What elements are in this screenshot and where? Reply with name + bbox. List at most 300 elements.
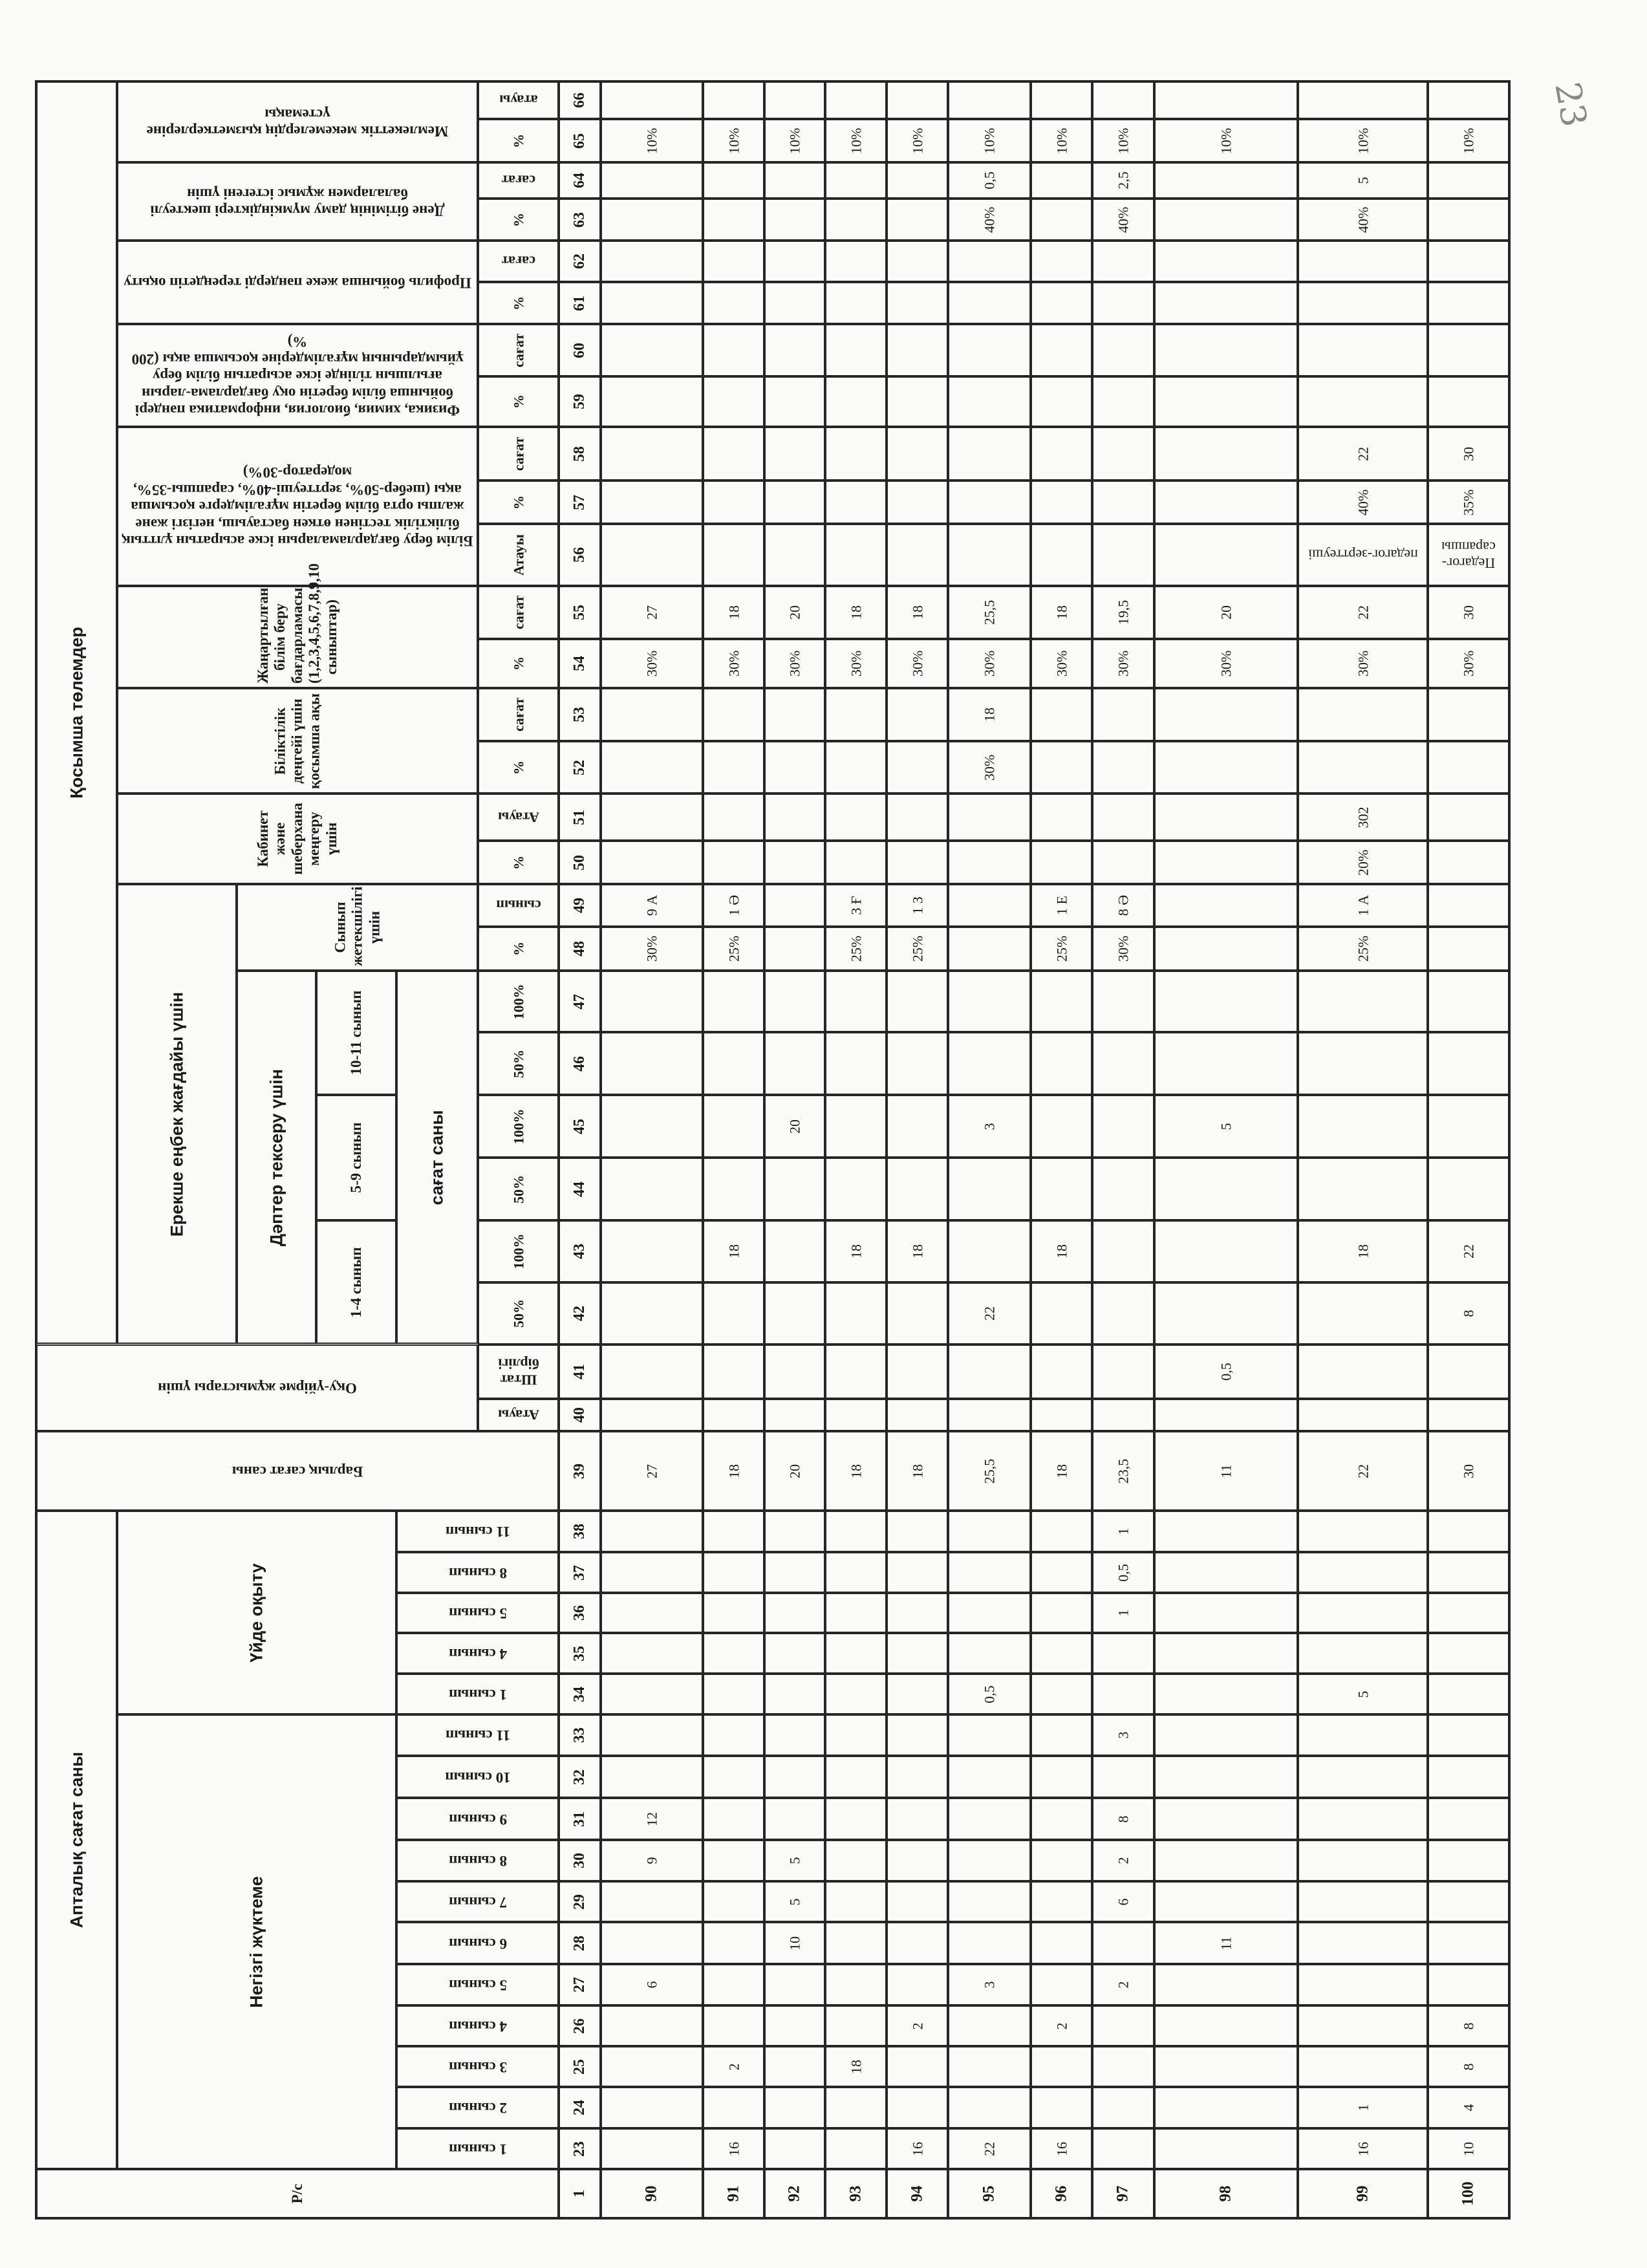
table-cell-col-43 [1428, 1220, 1509, 1282]
class-header-23-text: 1 сынып [448, 2141, 507, 2157]
table-cell-col-64 [601, 162, 703, 199]
table-cell-col-55-text: 18 [1053, 605, 1070, 620]
table-cell-col-48-text: 30% [1115, 935, 1132, 962]
table-cell-col-43-text: 18 [847, 1244, 864, 1258]
table-cell-col-38 [948, 1511, 1031, 1552]
header-dene-text: Дене бітімінің даму мүмкіндіктері шектеулі балалармен жұмыс істегені үшін [150, 185, 445, 219]
row-number-cell-text: 100 [1459, 2181, 1477, 2206]
column-number-24 [559, 2087, 601, 2128]
table-cell-col-35 [1428, 1633, 1509, 1674]
table-cell-col-52 [1154, 741, 1298, 794]
table-cell-col-60 [1031, 324, 1092, 376]
table-cell-col-28 [1092, 1922, 1154, 1964]
column-number-32 [559, 1756, 601, 1798]
table-cell-col-61 [948, 282, 1031, 324]
table-cell-col-29 [764, 1881, 825, 1922]
row-number-cell [825, 2169, 887, 2218]
table-cell-col-29 [887, 1881, 948, 1922]
table-cell-col-39 [601, 1431, 703, 1511]
header-sagat-sany [396, 971, 478, 1344]
table-cell-col-50-text: 20% [1354, 849, 1371, 876]
table-cell-col-42 [825, 1282, 887, 1345]
table-cell-col-34 [703, 1674, 764, 1714]
header-aptalyk-text: Апталық сағат саны [66, 1751, 86, 1928]
table-cell-col-34 [948, 1674, 1031, 1714]
table-cell-col-58-text: 30 [1460, 446, 1477, 461]
table-cell-col-50 [1031, 841, 1092, 884]
table-cell-col-45 [1092, 1095, 1154, 1158]
header-kabinet-text: Кабинет және шеберхана меңгеру үшін [254, 803, 339, 875]
table-cell-col-35 [601, 1633, 703, 1674]
unit-header-43-text: 100% [510, 1233, 526, 1269]
table-cell-col-63 [825, 199, 887, 241]
table-cell-col-55 [1092, 586, 1154, 639]
table-cell-col-44 [1092, 1158, 1154, 1220]
table-cell-col-38 [825, 1511, 887, 1552]
class-header-32-text: 10 сынып [444, 1769, 511, 1786]
header-erekshe-text: Ерекше еңбек жағдайы үшін [166, 991, 186, 1237]
table-cell-col-48 [703, 927, 764, 971]
column-number-41-text: 41 [570, 1364, 588, 1379]
table-cell-col-54-text: 30% [847, 650, 864, 677]
column-number-35-text: 35 [570, 1645, 588, 1661]
table-cell-col-58 [703, 427, 764, 481]
unit-header-54 [478, 639, 559, 688]
unit-header-59 [478, 376, 559, 427]
table-cell-col-32 [825, 1756, 887, 1798]
column-number-54-text: 54 [570, 656, 588, 671]
table-cell-col-58 [1428, 427, 1509, 481]
table-cell-col-55-text: 18 [847, 605, 864, 620]
row-number-cell [1092, 2169, 1154, 2218]
table-cell-col-61 [1092, 282, 1154, 324]
table-cell-col-36 [887, 1593, 948, 1633]
table-cell-col-56-text: педагог-зерттеуші [1308, 546, 1418, 563]
table-cell-col-39 [887, 1431, 948, 1511]
table-cell-col-53 [1428, 688, 1509, 741]
header-negizgi-text: Негізгі жүктеме [246, 1875, 266, 2008]
table-cell-col-39 [1154, 1431, 1298, 1511]
table-cell-col-28 [601, 1922, 703, 1964]
unit-header-62-text: сағат [501, 253, 535, 270]
table-cell-col-52 [764, 741, 825, 794]
table-cell-col-42 [1298, 1282, 1428, 1345]
table-cell-col-61 [1428, 282, 1509, 324]
table-cell-col-31 [703, 1798, 764, 1840]
table-cell-col-58 [1298, 427, 1428, 481]
unit-header-49 [478, 884, 559, 927]
table-cell-col-30 [1428, 1840, 1509, 1881]
table-cell-col-32 [887, 1756, 948, 1798]
row-number-cell [1031, 2169, 1092, 2218]
table-cell-col-26 [948, 2005, 1031, 2046]
column-number-25 [559, 2046, 601, 2087]
table-cell-col-54-text: 30% [1115, 650, 1132, 677]
table-cell-col-47 [703, 971, 764, 1032]
table-cell-col-27 [1298, 1964, 1428, 2005]
table-cell-col-48 [1154, 927, 1298, 971]
header-negizgi [117, 1714, 396, 2169]
table-cell-col-34 [1428, 1674, 1509, 1714]
table-cell-col-50 [703, 841, 764, 884]
table-cell-col-58 [825, 427, 887, 481]
table-cell-col-23 [601, 2128, 703, 2169]
table-cell-col-48 [1298, 927, 1428, 971]
column-number-44-text: 44 [570, 1181, 588, 1197]
header-fizika-text: Физика, химия, биология, информатика пәндері бойынша білім беретін оқу бағдарлама-ларын ағылшын тілінде іске асыратын білім беру ұйымдарының мұғалімдеріне қосымша ақы (200 %) [131, 333, 464, 418]
table-cell-col-27 [825, 1964, 887, 2005]
table-cell-col-64 [825, 162, 887, 199]
table-cell-col-64 [1298, 162, 1428, 199]
table-cell-col-32 [1428, 1756, 1509, 1798]
column-number-45-text: 45 [570, 1118, 588, 1134]
table-cell-col-34-text: 0,5 [981, 1685, 998, 1703]
table-cell-col-34 [1298, 1674, 1428, 1714]
table-cell-col-25 [825, 2046, 887, 2087]
table-cell-col-63 [1154, 199, 1298, 241]
table-cell-col-53-text: 18 [981, 707, 998, 722]
table-cell-col-52 [1031, 741, 1092, 794]
table-cell-col-30 [1031, 1840, 1092, 1881]
table-cell-col-27 [1092, 1964, 1154, 2005]
header-g14 [316, 1220, 396, 1344]
header-erekshe [117, 884, 237, 1344]
column-number-26 [559, 2005, 601, 2046]
unit-header-62 [478, 241, 559, 282]
table-cell-col-56 [1298, 524, 1428, 586]
column-number-39-text: 39 [570, 1463, 588, 1479]
table-cell-col-28 [1154, 1922, 1298, 1964]
table-cell-col-59 [887, 376, 948, 427]
table-cell-col-63 [601, 199, 703, 241]
unit-header-49-text: сынып [495, 897, 541, 914]
table-cell-col-65 [1428, 119, 1509, 162]
table-cell-col-40 [1031, 1399, 1092, 1431]
table-cell-col-66 [601, 81, 703, 119]
header-kosymsha-text: Қосымша төлемдер [66, 627, 86, 799]
table-cell-col-38-text: 1 [1115, 1528, 1132, 1535]
table-cell-col-38 [703, 1511, 764, 1552]
table-cell-col-51 [601, 794, 703, 841]
unit-header-42 [478, 1282, 559, 1345]
table-cell-col-33 [887, 1714, 948, 1756]
column-number-27-text: 27 [570, 1977, 588, 1993]
column-number-35 [559, 1633, 601, 1674]
table-cell-col-58-text: 22 [1354, 446, 1371, 461]
header-kosymsha [36, 81, 117, 1344]
table-cell-col-50 [601, 841, 703, 884]
class-header-38 [396, 1511, 559, 1552]
table-cell-col-24 [948, 2087, 1031, 2128]
table-cell-col-37 [764, 1552, 825, 1593]
table-cell-col-28-text: 11 [1218, 1936, 1234, 1950]
table-cell-col-55-text: 18 [909, 605, 925, 620]
column-number-27 [559, 1964, 601, 2005]
unit-header-61-text: % [510, 296, 526, 310]
table-cell-col-29 [703, 1881, 764, 1922]
table-cell-col-49 [703, 884, 764, 927]
table-cell-col-36 [825, 1593, 887, 1633]
column-number-52-text: 52 [570, 759, 588, 775]
table-cell-col-48 [1031, 927, 1092, 971]
table-cell-col-38 [1154, 1511, 1298, 1552]
column-number-31 [559, 1798, 601, 1840]
column-number-46-text: 46 [570, 1055, 588, 1072]
table-cell-col-44 [703, 1158, 764, 1220]
table-cell-col-26 [601, 2005, 703, 2046]
unit-header-52-text: % [510, 760, 526, 775]
table-cell-col-56 [825, 524, 887, 586]
table-cell-col-31 [1154, 1798, 1298, 1840]
row-number-cell-text: 92 [785, 2185, 803, 2202]
table-cell-col-41 [887, 1345, 948, 1399]
table-cell-col-51 [825, 794, 887, 841]
table-cell-col-46 [1428, 1032, 1509, 1095]
table-cell-col-39-text: 27 [643, 1463, 660, 1478]
header-depter-text: Дәптер тексеру үшін [266, 1068, 286, 1246]
header-g1011-text: 10-11 сынып [347, 990, 364, 1075]
table-cell-col-64 [1154, 162, 1298, 199]
column-number-37 [559, 1552, 601, 1593]
table-cell-col-24-text: 1 [1354, 2104, 1371, 2111]
column-number-43 [559, 1220, 601, 1282]
table-cell-col-51 [703, 794, 764, 841]
table-cell-col-61 [601, 282, 703, 324]
table-cell-col-49 [887, 884, 948, 927]
table-cell-col-60 [601, 324, 703, 376]
row-number-cell [887, 2169, 948, 2218]
header-bilim-text: Білім беру бағдарламаларын іске асыратын ұлттық біліктілік тестінен өткен бастауыш, негізгі және жалпы орта білім беретін мұғалімдерге қосымша ақы (шебер-50%, зерттеуші-40%, сарапшы-35%, модератор-30%) [122, 464, 473, 550]
table-cell-col-41 [825, 1345, 887, 1399]
table-cell-col-36 [1092, 1593, 1154, 1633]
table-cell-col-65 [1298, 119, 1428, 162]
table-cell-col-25 [1092, 2046, 1154, 2087]
table-cell-col-49-text: 1 Е [1053, 896, 1070, 915]
class-header-35-text: 4 сынып [448, 1645, 507, 1662]
table-cell-col-29-text: 5 [786, 1898, 803, 1905]
table-cell-col-39-text: 25,5 [981, 1458, 998, 1484]
unit-header-65 [478, 119, 559, 162]
table-cell-col-32 [1298, 1756, 1428, 1798]
table-cell-col-49-text: 8 Ә [1115, 894, 1132, 916]
table-cell-col-56-text: Педагог-сарапшы [1441, 539, 1496, 572]
table-cell-col-65-text: 10% [1218, 127, 1234, 154]
table-cell-col-54-text: 30% [1218, 650, 1234, 677]
table-cell-col-44 [825, 1158, 887, 1220]
class-header-31 [396, 1798, 559, 1840]
table-cell-col-66 [1154, 81, 1298, 119]
table-cell-col-54 [703, 639, 764, 688]
table-cell-col-64-text: 2,5 [1115, 171, 1132, 189]
table-cell-col-41 [1298, 1345, 1428, 1399]
column-number-66-text: 66 [570, 92, 588, 108]
table-cell-col-56 [887, 524, 948, 586]
table-cell-col-42-text: 8 [1460, 1310, 1477, 1317]
table-cell-col-36 [1154, 1593, 1298, 1633]
table-cell-col-32 [1031, 1756, 1092, 1798]
header-dene [117, 162, 478, 241]
header-barlyk [36, 1431, 559, 1511]
table-cell-col-45 [887, 1095, 948, 1158]
table-cell-col-60 [1092, 324, 1154, 376]
class-header-29-text: 7 сынып [448, 1894, 507, 1910]
table-cell-col-43 [703, 1220, 764, 1282]
unit-header-64 [478, 162, 559, 199]
table-cell-col-43 [1298, 1220, 1428, 1282]
table-cell-col-48-text: 25% [725, 935, 742, 962]
row-number-cell-text: 96 [1052, 2185, 1070, 2202]
table-cell-col-54 [764, 639, 825, 688]
table-cell-col-32 [1154, 1756, 1298, 1798]
table-cell-col-65-text: 10% [909, 127, 925, 154]
table-cell-col-25-text: 8 [1460, 2063, 1477, 2070]
table-cell-col-40 [703, 1399, 764, 1431]
row-number-cell [601, 2169, 703, 2218]
column-number-45 [559, 1095, 601, 1158]
table-cell-col-41 [1428, 1345, 1509, 1399]
column-number-1-text: 1 [570, 2190, 588, 2198]
unit-header-41 [478, 1345, 559, 1399]
column-number-31-text: 31 [570, 1811, 588, 1827]
unit-header-63-text: % [510, 212, 526, 227]
header-uirme-text: Оқу-үйірме жұмыстары үшін [157, 1380, 357, 1397]
table-cell-col-48 [887, 927, 948, 971]
table-cell-col-32 [948, 1756, 1031, 1798]
table-cell-col-47 [948, 971, 1031, 1032]
table-cell-col-56 [1428, 524, 1509, 586]
table-cell-col-26 [825, 2005, 887, 2046]
table-cell-col-62 [1298, 241, 1428, 282]
unit-header-48 [478, 927, 559, 971]
table-cell-col-29 [1092, 1881, 1154, 1922]
table-cell-col-46 [948, 1032, 1031, 1095]
table-cell-col-54-text: 30% [786, 650, 803, 677]
table-cell-col-33 [703, 1714, 764, 1756]
header-bilim [117, 427, 478, 586]
table-cell-col-57 [825, 481, 887, 524]
column-number-65-text: 65 [570, 133, 588, 149]
table-cell-col-25 [948, 2046, 1031, 2087]
table-cell-col-64 [887, 162, 948, 199]
table-cell-col-49-text: 3 Ғ [847, 896, 864, 915]
table-cell-col-31-text: 8 [1115, 1815, 1132, 1822]
table-cell-col-57 [703, 481, 764, 524]
table-cell-col-39 [825, 1431, 887, 1511]
column-number-62 [559, 241, 601, 282]
header-bilikt [117, 688, 478, 794]
table-cell-col-36 [764, 1593, 825, 1633]
header-aptalyk [36, 1511, 117, 2169]
column-number-55-text: 55 [570, 605, 588, 620]
table-cell-col-26 [1031, 2005, 1092, 2046]
table-cell-col-54-text: 30% [1354, 650, 1371, 677]
column-number-25-text: 25 [570, 2058, 588, 2075]
table-cell-col-40 [1298, 1399, 1428, 1431]
header-uide [117, 1511, 396, 1714]
header-synyp-text: Сынып жетекшілігі үшін [331, 886, 382, 966]
class-header-33 [396, 1714, 559, 1756]
table-cell-col-23 [948, 2128, 1031, 2169]
column-number-63-text: 63 [570, 211, 588, 228]
unit-header-45-text: 100% [510, 1108, 526, 1144]
table-cell-col-42 [1092, 1282, 1154, 1345]
table-cell-col-37 [887, 1552, 948, 1593]
table-cell-col-31 [601, 1798, 703, 1840]
table-cell-col-41 [1092, 1345, 1154, 1399]
column-number-28-text: 28 [570, 1935, 588, 1951]
class-header-30 [396, 1840, 559, 1881]
table-cell-col-46 [1092, 1032, 1154, 1095]
row-number-cell [703, 2169, 764, 2218]
table-cell-col-37 [703, 1552, 764, 1593]
column-number-61-text: 61 [570, 295, 588, 311]
table-cell-col-26 [1428, 2005, 1509, 2046]
table-cell-col-37 [601, 1552, 703, 1593]
table-cell-col-42 [703, 1282, 764, 1345]
table-cell-col-62 [1092, 241, 1154, 282]
table-cell-col-61 [703, 282, 764, 324]
table-cell-col-58 [1092, 427, 1154, 481]
handwritten-page-number: 23 [1547, 79, 1595, 130]
table-cell-col-43-text: 18 [1354, 1244, 1371, 1258]
row-number-cell [764, 2169, 825, 2218]
header-g14-text: 1-4 сынып [347, 1246, 364, 1318]
table-cell-col-50 [1092, 841, 1154, 884]
table-cell-col-54 [601, 639, 703, 688]
table-cell-col-55 [825, 586, 887, 639]
table-cell-col-30 [948, 1840, 1031, 1881]
table-cell-col-23 [1428, 2128, 1509, 2169]
table-cell-col-49-text: 1 А [1354, 894, 1371, 916]
header-rc [36, 2169, 559, 2218]
unit-header-57-text: % [510, 495, 526, 510]
table-cell-col-54 [1428, 639, 1509, 688]
table-cell-col-38 [1031, 1511, 1092, 1552]
table-cell-col-33 [1031, 1714, 1092, 1756]
table-cell-col-44 [1154, 1158, 1298, 1220]
column-number-24-text: 24 [570, 2100, 588, 2115]
table-cell-col-64-text: 0,5 [981, 171, 998, 189]
table-cell-col-56 [1031, 524, 1092, 586]
unit-header-54-text: % [510, 656, 526, 671]
table-cell-col-64 [948, 162, 1031, 199]
table-cell-col-49 [948, 884, 1031, 927]
table-cell-col-57 [887, 481, 948, 524]
column-number-58 [559, 427, 601, 481]
table-cell-col-49 [601, 884, 703, 927]
table-cell-col-60 [703, 324, 764, 376]
table-cell-col-54-text: 30% [909, 650, 925, 677]
table-cell-col-24 [601, 2087, 703, 2128]
column-number-64 [559, 162, 601, 199]
table-cell-col-26 [1092, 2005, 1154, 2046]
class-header-28 [396, 1922, 559, 1964]
table-cell-col-59 [1428, 376, 1509, 427]
unit-header-50-text: % [510, 855, 526, 870]
table-cell-col-47 [1428, 971, 1509, 1032]
column-number-57 [559, 481, 601, 524]
unit-header-44 [478, 1158, 559, 1220]
table-cell-col-27-text: 3 [981, 1981, 998, 1989]
table-cell-col-57 [601, 481, 703, 524]
table-cell-col-38 [887, 1511, 948, 1552]
table-cell-col-50 [764, 841, 825, 884]
table-cell-col-53 [1298, 688, 1428, 741]
table-cell-col-59 [764, 376, 825, 427]
header-zhanart [117, 563, 478, 688]
table-cell-col-26 [1298, 2005, 1428, 2046]
table-cell-col-50 [887, 841, 948, 884]
